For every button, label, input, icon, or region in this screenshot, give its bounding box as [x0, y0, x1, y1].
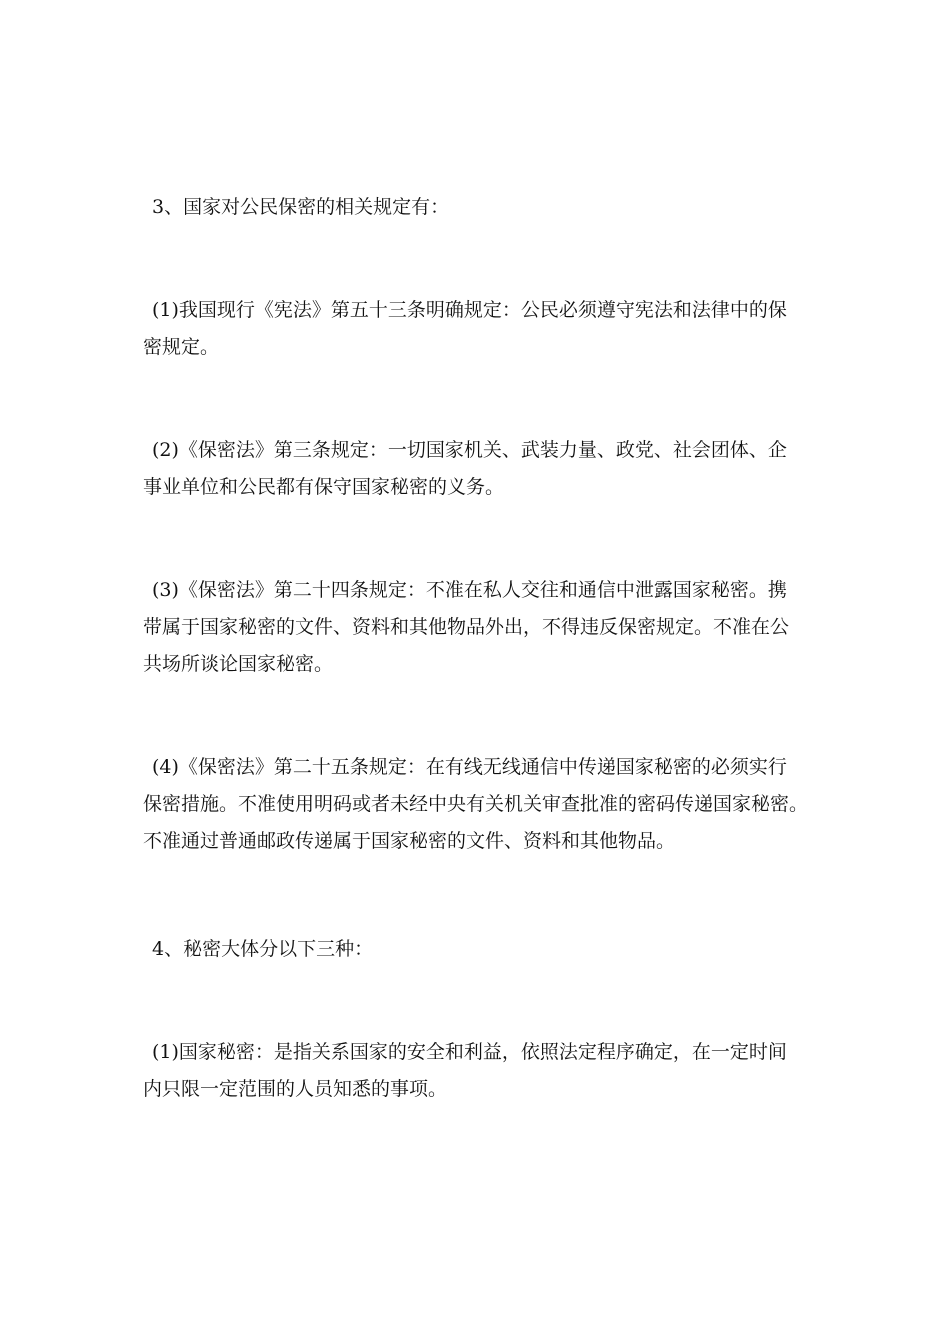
- paragraph-line: 3、国家对公民保密的相关规定有：: [152, 196, 450, 218]
- paragraph-line: (1)我国现行《宪法》第五十三条明确规定：公民必须遵守宪法和法律中的保: [152, 299, 787, 321]
- paragraph-line: 不准通过普通邮政传递属于国家秘密的文件、资料和其他物品。: [143, 830, 676, 852]
- provision-constitution-53: [143, 292, 811, 366]
- paragraph-line: (1)国家秘密：是指关系国家的安全和利益，依照法定程序确定，在一定时间: [152, 1041, 787, 1063]
- paragraph-line: 密规定。: [143, 336, 220, 358]
- paragraph-line: 4、秘密大体分以下三种：: [152, 938, 374, 960]
- paragraph-line: 事业单位和公民都有保守国家秘密的义务。: [143, 476, 505, 498]
- section-heading-3: [143, 189, 811, 226]
- definition-state-secret: [143, 1034, 811, 1108]
- paragraph-line: 内只限一定范围的人员知悉的事项。: [143, 1078, 448, 1100]
- paragraph-line: 带属于国家秘密的文件、资料和其他物品外出，不得违反保密规定。不准在公: [143, 616, 790, 638]
- section-heading-4: [143, 931, 811, 968]
- provision-secrecy-law-25: [143, 749, 811, 860]
- provision-secrecy-law-3: [143, 432, 811, 506]
- paragraph-line: (4)《保密法》第二十五条规定：在有线无线通信中传递国家秘密的必须实行: [152, 756, 787, 778]
- paragraph-line: 共场所谈论国家秘密。: [143, 653, 334, 675]
- paragraph-line: 保密措施。不准使用明码或者未经中央有关机关审查批准的密码传递国家秘密。: [143, 793, 809, 815]
- provision-secrecy-law-24: [143, 572, 811, 683]
- paragraph-line: (2)《保密法》第三条规定：一切国家机关、武装力量、政党、社会团体、企: [152, 439, 787, 461]
- paragraph-line: (3)《保密法》第二十四条规定：不准在私人交往和通信中泄露国家秘密。携: [152, 579, 787, 601]
